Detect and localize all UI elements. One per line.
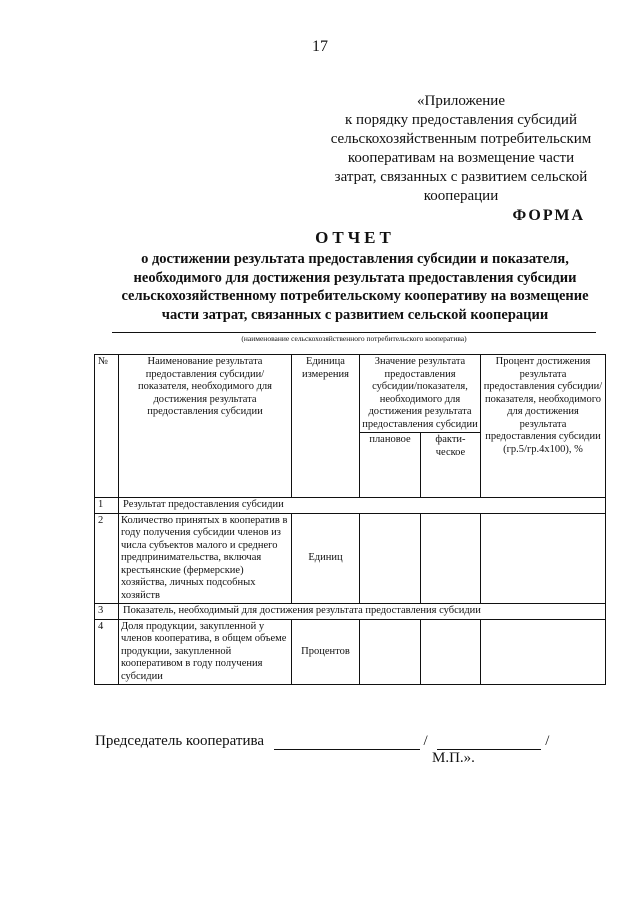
row-section-title: Результат предоставления субсидии bbox=[119, 498, 606, 514]
row-indicator: Количество принятых в кооператив в году получения субсидии членов из числа субъектов малого и среднего предпринимательства, включая крестьянские (фермерские) хозяйства, личных подсобных хозяйств bbox=[119, 513, 292, 604]
appendix-line: кооперации bbox=[423, 188, 499, 204]
signature-block bbox=[95, 732, 549, 750]
actual-value-cell[interactable] bbox=[421, 619, 481, 685]
appendix-line: сельскохозяйственным потребительским bbox=[330, 131, 592, 147]
row-unit: Единиц bbox=[292, 513, 360, 604]
header-percent: Процент достижения результата предоставления субсидии/ показателя, необходимого для достижения результата предоставления субсидии (гр.5/гр.4х100), % bbox=[481, 355, 606, 498]
row-number: 4 bbox=[95, 619, 119, 685]
appendix-line: затрат, связанных с развитием сельской bbox=[334, 169, 588, 185]
table-row bbox=[95, 619, 606, 685]
header-name: Наименование результата предоставления субсидии/ показателя, необходимого для достижения результата предоставления субсидии bbox=[119, 355, 292, 498]
subtitle-line: о достижении результата предоставления субсидии и показателя, bbox=[141, 251, 569, 267]
seal-mark: М.П.». bbox=[432, 750, 475, 766]
planned-value-cell[interactable] bbox=[360, 513, 421, 604]
row-section-title: Показатель, необходимый для достижения результата предоставления субсидии bbox=[119, 604, 606, 620]
row-number: 1 bbox=[95, 498, 119, 514]
row-number: 3 bbox=[95, 604, 119, 620]
table-header-row bbox=[95, 355, 606, 433]
table-row bbox=[95, 604, 606, 620]
signature-slash: / bbox=[423, 733, 428, 749]
table-row bbox=[95, 513, 606, 604]
name-decoding-line[interactable] bbox=[437, 732, 541, 750]
planned-value-cell[interactable] bbox=[360, 619, 421, 685]
signature-label: Председатель кооператива bbox=[95, 733, 265, 749]
cooperative-name-caption: (наименование сельскохозяйственного потребительского кооператива) bbox=[241, 334, 467, 343]
row-unit: Процентов bbox=[292, 619, 360, 685]
header-number: № bbox=[95, 355, 119, 498]
cooperative-name-line bbox=[112, 332, 596, 333]
actual-value-cell[interactable] bbox=[421, 513, 481, 604]
header-value: Значение результата предоставления субсидии/показателя, необходимого для достижения результата предоставления субсидии bbox=[360, 355, 481, 433]
report-table bbox=[94, 354, 606, 685]
appendix-line: к порядку предоставления субсидий bbox=[345, 112, 577, 128]
page-number: 17 bbox=[312, 38, 328, 55]
header-unit: Единица измерения bbox=[292, 355, 360, 498]
subtitle-line: необходимого для достижения результата предоставления субсидии bbox=[133, 269, 577, 286]
header-actual: факти-ческое bbox=[421, 433, 481, 498]
report-subtitle bbox=[85, 250, 625, 324]
percent-value-cell[interactable] bbox=[481, 619, 606, 685]
percent-value-cell[interactable] bbox=[481, 513, 606, 604]
subtitle-line: части затрат, связанных с развитием сельской кооперации bbox=[161, 306, 549, 323]
signature-slash: / bbox=[545, 733, 550, 749]
appendix-line: «Приложение bbox=[416, 93, 505, 109]
table-row bbox=[95, 498, 606, 514]
row-indicator: Доля продукции, закупленной у членов кооператива, в общем объеме продукции, закупленной кооперативом в году получения субсидии bbox=[119, 619, 292, 685]
appendix-line: кооперативам на возмещение части bbox=[347, 150, 575, 166]
report-title: ОТЧЕТ bbox=[315, 228, 395, 247]
signature-line[interactable] bbox=[274, 732, 420, 750]
header-planned: плановое bbox=[360, 433, 421, 498]
appendix-note bbox=[330, 92, 592, 206]
form-label: ФОРМА bbox=[512, 207, 585, 224]
row-number: 2 bbox=[95, 513, 119, 604]
subtitle-line: сельскохозяйственному потребительскому кооперативу на возмещение bbox=[121, 288, 589, 304]
